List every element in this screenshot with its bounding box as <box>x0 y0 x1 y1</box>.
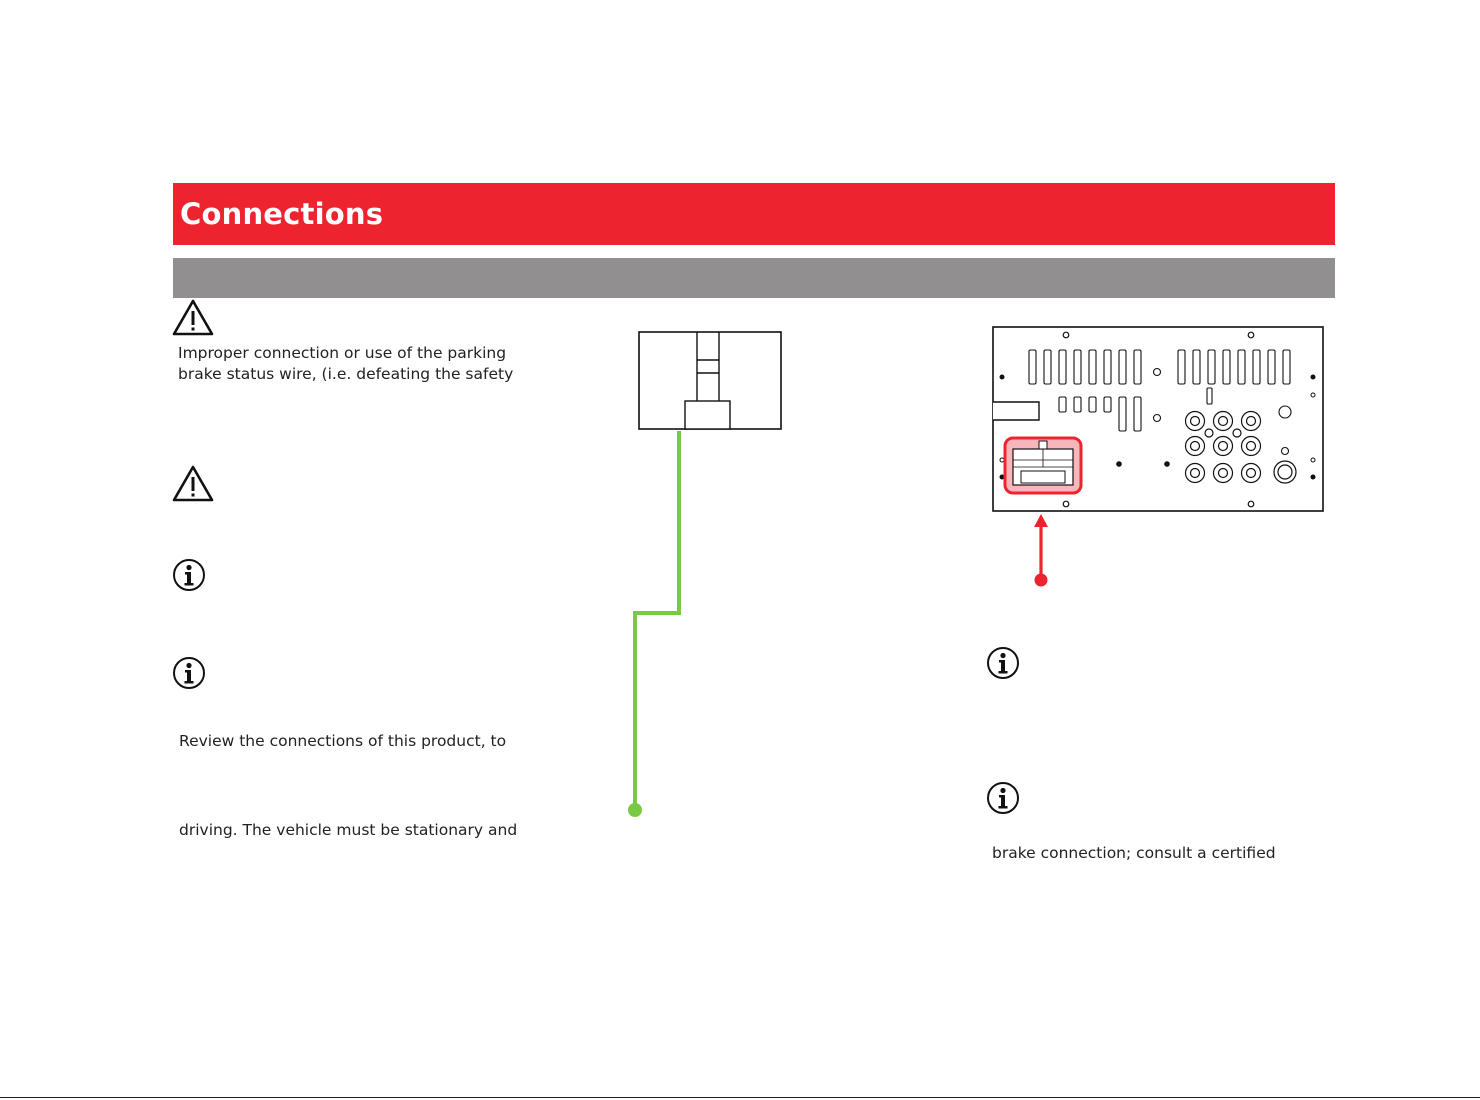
parking-brake-switch-diagram <box>630 325 790 825</box>
info-circle-icon <box>986 781 1020 815</box>
harness-connector-highlight <box>1005 438 1081 493</box>
green-brake-wire <box>635 431 679 809</box>
footer-rule <box>0 1097 1480 1098</box>
connector-pointer-arrow <box>1034 514 1048 587</box>
info-circle-icon <box>172 558 206 592</box>
section-subheader-bar <box>173 258 1335 298</box>
info-circle-icon <box>986 646 1020 680</box>
warning-text-line-2: brake status wire, (i.e. defeating the safety <box>178 365 514 383</box>
page-title: Connections <box>180 197 384 231</box>
wire-end-dot <box>628 803 642 817</box>
warning-triangle-icon <box>171 299 215 337</box>
info-circle-icon <box>172 656 206 690</box>
warning-text-line-1: Improper connection or use of the parking <box>178 344 507 362</box>
head-unit-rear-panel-diagram <box>985 320 1335 590</box>
warning-triangle-icon <box>171 465 215 503</box>
note-text-line: brake connection; consult a certified <box>992 844 1276 862</box>
paragraph-line-2: driving. The vehicle must be stationary and <box>179 821 518 839</box>
paragraph-line-1: Review the connections of this product, to <box>179 732 507 750</box>
section-title-bar <box>173 183 1335 245</box>
